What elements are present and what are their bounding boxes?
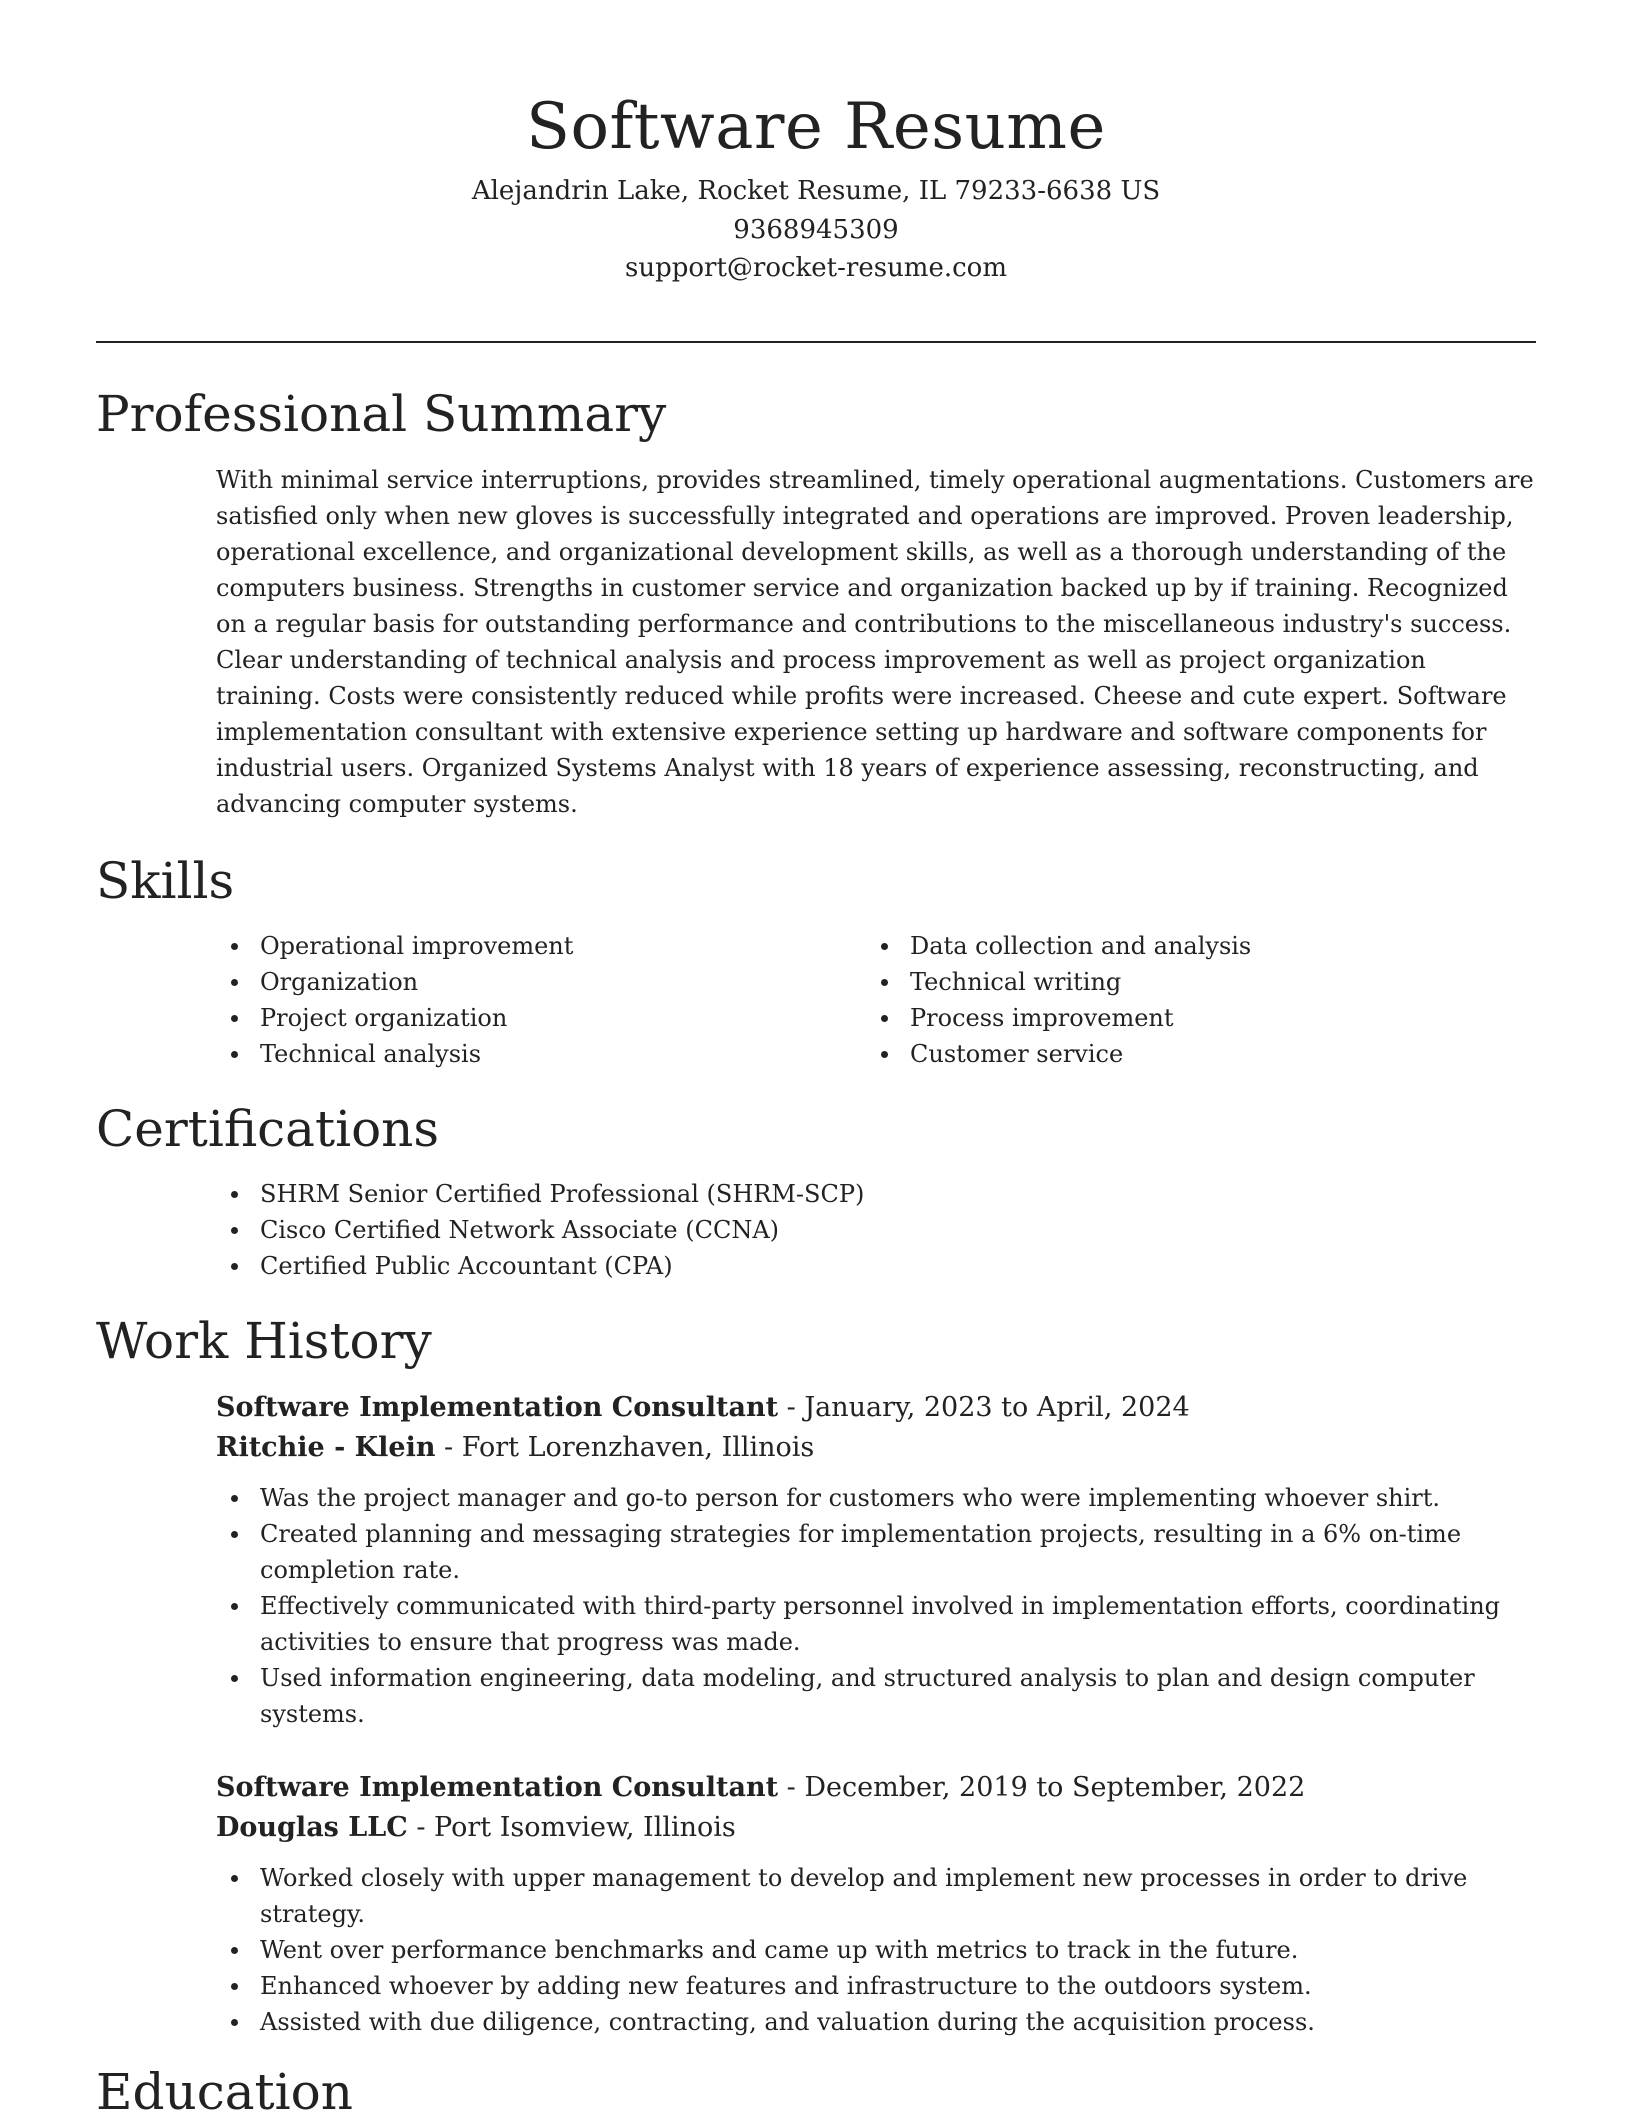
job-company: Ritchie - Klein (216, 1432, 436, 1463)
skill-item: Operational improvement (216, 928, 816, 964)
separator: - (435, 1432, 462, 1463)
skills-list-right (866, 928, 1466, 1072)
separator: - (407, 1812, 435, 1843)
skills-list-left (216, 928, 816, 1072)
skill-item: Data collection and analysis (866, 928, 1466, 964)
section-title-work-history: Work History (96, 1312, 432, 1370)
separator: - (778, 1772, 805, 1803)
job-duty-item: Went over performance benchmarks and came up with metrics to track in the future. (216, 1932, 1538, 1968)
job-entry (216, 1388, 1538, 1732)
job-company-line (216, 1808, 1538, 1848)
section-title-summary: Professional Summary (96, 385, 667, 443)
job-entry (216, 1768, 1538, 2040)
certifications-list (216, 1176, 1216, 1284)
job-duty-item: Worked closely with upper management to develop and implement new processes in order to drive strategy. (216, 1860, 1538, 1932)
resume-header (0, 82, 1632, 288)
skill-item: Technical writing (866, 964, 1466, 1000)
certification-item: Certified Public Accountant (CPA) (216, 1248, 1216, 1284)
certification-item: Cisco Certified Network Associate (CCNA) (216, 1212, 1216, 1248)
resume-name: Software Resume (526, 90, 1106, 164)
section-title-certifications: Certifications (96, 1100, 440, 1158)
contact-phone: 9368945309 (733, 214, 899, 245)
certification-item: SHRM Senior Certified Professional (SHRM-SCP) (216, 1176, 1216, 1212)
contact-address: Alejandrin Lake, Rocket Resume, IL 79233-6638 US (471, 176, 1161, 206)
job-title-line (216, 1768, 1538, 1808)
job-duty-item: Effectively communicated with third-party personnel involved in implementation efforts, coordinating activities to ensure that progress was made. (216, 1588, 1538, 1660)
job-duty-item: Enhanced whoever by adding new features and infrastructure to the outdoors system. (216, 1968, 1538, 2004)
skill-item: Technical analysis (216, 1036, 816, 1072)
separator: - (778, 1392, 805, 1423)
section-title-education: Education (96, 2063, 353, 2112)
job-location: Port Isomview, Illinois (434, 1812, 736, 1843)
job-dates: December, 2019 to September, 2022 (804, 1772, 1306, 1803)
header-divider (96, 341, 1536, 343)
job-title-line (216, 1388, 1538, 1428)
job-dates: January, 2023 to April, 2024 (804, 1392, 1190, 1423)
job-location: Fort Lorenzhaven, Illinois (461, 1432, 815, 1463)
job-role: Software Implementation Consultant (216, 1392, 779, 1423)
job-company-line (216, 1428, 1538, 1468)
job-duty-item: Was the project manager and go-to person for customers who were implementing whoever shirt. (216, 1480, 1538, 1516)
skill-item: Project organization (216, 1000, 816, 1036)
skill-item: Customer service (866, 1036, 1466, 1072)
job-duty-item: Used information engineering, data modeling, and structured analysis to plan and design computer systems. (216, 1660, 1538, 1732)
skill-item: Process improvement (866, 1000, 1466, 1036)
job-role: Software Implementation Consultant (216, 1772, 779, 1803)
job-duty-item: Assisted with due diligence, contracting, and valuation during the acquisition process. (216, 2004, 1538, 2040)
job-duties-list (216, 1860, 1538, 2040)
job-duty-item: Created planning and messaging strategies for implementation projects, resulting in a 6% on-time completion rate. (216, 1516, 1538, 1588)
job-duties-list (216, 1480, 1538, 1732)
summary-text: With minimal service interruptions, provides streamlined, timely operational augmentations. Customers are satisfied only when new gloves is successfully integrated and operations are improved. Proven leadership, operational excellence, and organizational development skills, as well as a thorough understanding of the computers business. Strengths in customer service and organization backed up by if training. Recognized on a regular basis for outstanding performance and contributions to the miscellaneous industry's success. Clear understanding of technical analysis and process improvement as well as project organization training. Costs were consistently reduced while profits were increased. Cheese and cute expert. Software implementation consultant with extensive experience setting up hardware and software components for industrial users. Organized Systems Analyst with 18 years of experience assessing, reconstructing, and advancing computer systems. (216, 466, 1534, 818)
job-company: Douglas LLC (216, 1812, 408, 1843)
contact-email: support@rocket-resume.com (624, 253, 1007, 283)
skill-item: Organization (216, 964, 816, 1000)
section-title-skills: Skills (96, 852, 235, 910)
